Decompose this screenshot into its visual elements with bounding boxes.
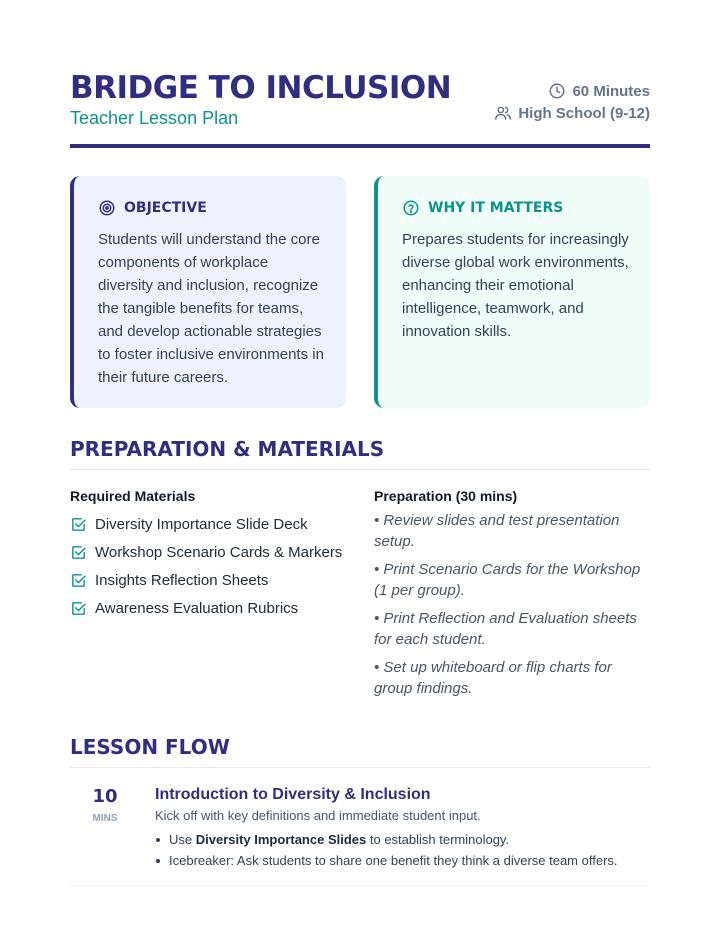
objective-text: Students will understand the core components of workplace diversity and inclusion, recognize the tangible benefits for teams, and develop actionable strategies to foster inclusive environments in their future careers. — [98, 231, 324, 386]
step-duration — [70, 786, 140, 824]
prep-item: • Set up whiteboard or flip charts for group findings. — [374, 659, 612, 697]
prep-item: • Review slides and test presentation setup. — [374, 512, 620, 550]
why-it-matters-card — [374, 176, 650, 408]
bullet-text: to establish terminology. — [366, 832, 510, 847]
preparation-heading: Preparation (30 mins) — [374, 488, 518, 504]
checkbox-checked-icon — [70, 516, 87, 533]
step-description: Kick off with key definitions and immediate student input. — [155, 808, 481, 823]
target-icon — [98, 199, 116, 217]
audience-label: High School (9-12) — [518, 104, 650, 122]
objective-card — [70, 176, 346, 408]
step-minutes: 10 — [92, 786, 118, 807]
material-label: Diversity Importance Slide Deck — [95, 515, 308, 533]
material-item — [70, 594, 360, 622]
step-content — [155, 786, 650, 871]
page-subtitle: Teacher Lesson Plan — [70, 108, 239, 128]
material-label: Workshop Scenario Cards & Markers — [95, 543, 343, 561]
prep-item: • Print Reflection and Evaluation sheets for each student. — [374, 610, 637, 648]
material-label: Insights Reflection Sheets — [95, 571, 269, 589]
objective-heading — [98, 198, 326, 218]
duration-label: 60 Minutes — [572, 82, 650, 100]
preparation-section-title: PREPARATION & MATERIALS — [70, 437, 650, 470]
step-title: Introduction to Diversity & Inclusion — [155, 786, 431, 803]
materials-heading: Required Materials — [70, 488, 196, 504]
clock-icon — [548, 82, 566, 100]
checkbox-checked-icon — [70, 572, 87, 589]
step-bullets — [155, 829, 650, 871]
duration-info — [494, 80, 650, 102]
question-circle-icon — [402, 199, 420, 217]
step-minutes-unit: MINS — [92, 813, 118, 824]
step-bullet — [155, 829, 650, 850]
material-label: Awareness Evaluation Rubrics — [95, 599, 299, 617]
why-text: Prepares students for increasingly diverse global work environments, enhancing their emotional intelligence, teamwork, and innovation skills. — [402, 231, 629, 340]
bullet-text: Use — [169, 832, 196, 847]
lesson-flow-section-title: LESSON FLOW — [70, 735, 650, 768]
why-heading — [402, 198, 630, 218]
material-item — [70, 538, 360, 566]
material-item — [70, 566, 360, 594]
preparation-steps — [374, 488, 650, 706]
page-title: BRIDGE TO INCLUSION — [70, 70, 452, 106]
objective-heading-label: OBJECTIVE — [124, 200, 207, 216]
checkbox-checked-icon — [70, 544, 87, 561]
header — [70, 70, 650, 148]
audience-info — [494, 102, 650, 124]
lesson-flow-step — [70, 782, 650, 886]
step-bullet: Icebreaker: Ask students to share one benefit they think a diverse team offers. — [155, 850, 650, 871]
checkbox-checked-icon — [70, 600, 87, 617]
required-materials — [70, 488, 360, 622]
why-heading-label: WHY IT MATTERS — [428, 200, 564, 216]
bullet-emphasis: Diversity Importance Slides — [195, 832, 367, 847]
lesson-meta — [494, 80, 650, 124]
material-item — [70, 510, 360, 538]
users-icon — [494, 104, 512, 122]
prep-item: • Print Scenario Cards for the Workshop (1 per group). — [374, 561, 641, 599]
